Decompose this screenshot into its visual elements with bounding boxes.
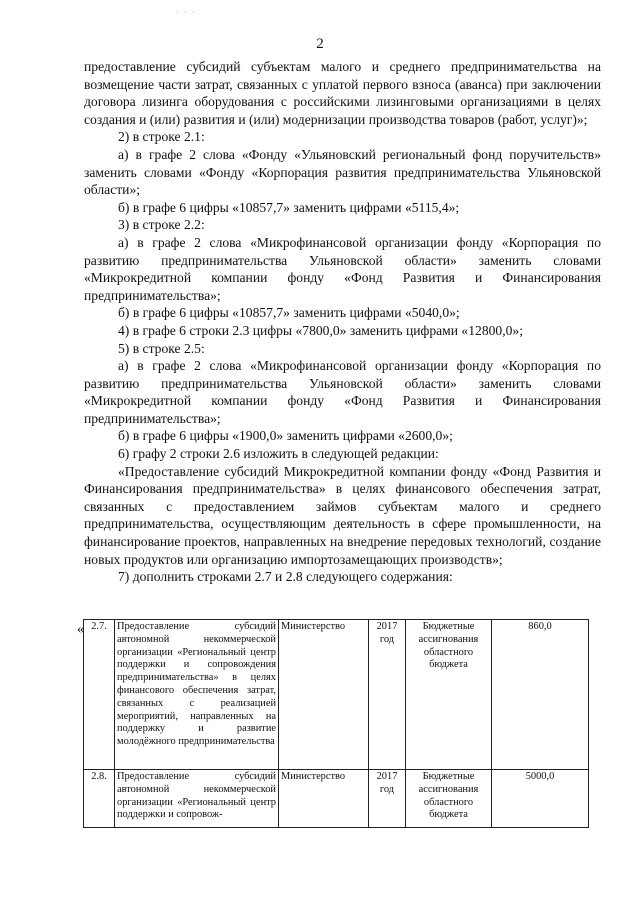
paragraph: «Предоставление субсидий Микрокредитной компании фонду «Фонд Развития и Финансирования предпринимательства» в целях финансового обеспечения затрат, связанных с предоставлением займов субъектам малого и среднего предпринимательства, осуществляющим деятельность в сфере промышленности, на финансирование проектов, направленных на внедрение передовых технологий, создание новых продуктов или организацию импортозамещающих производств»; <box>84 463 601 567</box>
paragraph: 5) в строке 2.5: <box>118 340 205 356</box>
table-row <box>84 770 589 828</box>
row-year: 2017 год <box>369 620 406 770</box>
row-executor: Министерство <box>279 770 369 828</box>
row-amount: 860,0 <box>492 620 589 770</box>
amendment-table <box>83 619 589 828</box>
row-description: Предоставление субсидий автономной некоммерческой организации «Региональный центр поддержки и сопровож- <box>115 770 279 828</box>
paragraph: а) в графе 2 слова «Микрофинансовой организации фонду «Корпорация по развитию предпринимательства Ульяновской области» заменить словами «Микрокредитной компании фонду «Фонд Развития и Финансирования предпринимательства»; <box>84 234 601 303</box>
paragraph: б) в графе 6 цифры «10857,7» заменить цифрами «5040,0»; <box>118 305 460 321</box>
quote-open-mark: « <box>77 622 84 637</box>
row-number: 2.8. <box>84 770 115 828</box>
paragraph: 3) в строке 2.2: <box>118 217 205 233</box>
document-body <box>84 58 601 586</box>
paragraph: а) в графе 2 слова «Микрофинансовой организации фонду «Корпорация по развитию предпринимательства Ульяновской области» заменить словами «Микрокредитной компании фонду «Фонд Развития и Финансирования предпринимательства»; <box>84 358 601 426</box>
row-funding-source: Бюджетные ассигнования областного бюджета <box>406 620 492 770</box>
paragraph: б) в графе 6 цифры «10857,7» заменить цифрами «5115,4»; <box>118 199 460 215</box>
row-description: Предоставление субсидий автономной некоммерческой организации «Региональный центр поддержки и сопровождения предпринимательства» в целях финансового обеспечения затрат, связанных с реализацией мероприятий, направленных на поддержку и развитие молодёжного предпринимательства <box>115 620 279 770</box>
row-amount: 5000,0 <box>492 770 589 828</box>
row-funding-source: Бюджетные ассигнования областного бюджета <box>406 770 492 828</box>
paragraph: а) в графе 2 слова «Фонду «Ульяновский региональный фонд поручительств» заменить словами «Фонду «Корпорация развития предпринимательства Ульяновской области»; <box>84 146 601 198</box>
paragraph: предоставление субсидий субъектам малого и среднего предпринимательства на возмещение части затрат, связанных с уплатой первого взноса (аванса) при заключении договора лизинга оборудования с российскими лизинговыми организациями в целях создания и (или) развития и (или) модернизации производства товаров (работ, услуг)»; <box>84 59 601 127</box>
paragraph: б) в графе 6 цифры «1900,0» заменить цифрами «2600,0»; <box>118 428 453 444</box>
paragraph: 6) графу 2 строки 2.6 изложить в следующей редакции: <box>118 446 439 462</box>
paragraph: 4) в графе 6 строки 2.3 цифры «7800,0» заменить цифрами «12800,0»; <box>118 322 523 338</box>
row-executor: Министерство <box>279 620 369 770</box>
paragraph: 7) дополнить строками 2.7 и 2.8 следующего содержания: <box>118 569 453 585</box>
paragraph: 2) в строке 2.1: <box>118 129 205 145</box>
scan-speck: · · · <box>176 8 197 16</box>
row-number: 2.7. <box>84 620 115 770</box>
row-year: 2017 год <box>369 770 406 828</box>
page-number: 2 <box>316 36 324 52</box>
table-row <box>84 620 589 770</box>
